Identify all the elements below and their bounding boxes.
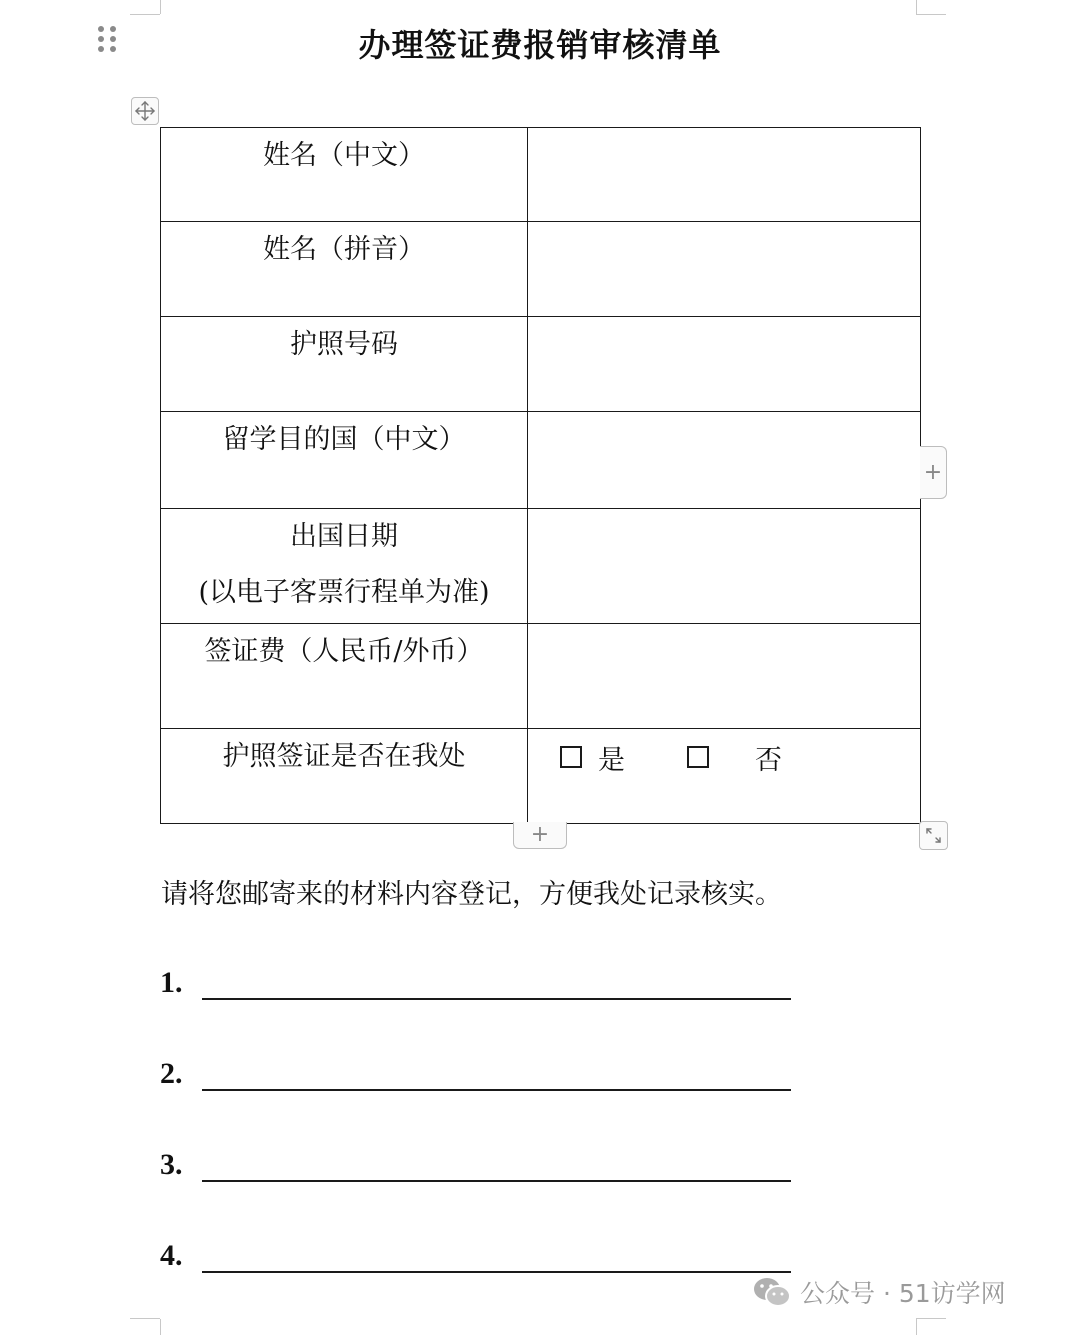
value-passport-with-us xyxy=(528,729,921,824)
label-departure-date xyxy=(161,509,528,624)
form-table xyxy=(160,127,921,824)
fill-in-line[interactable] xyxy=(202,1180,791,1182)
page-corner-bottom-left xyxy=(130,1318,160,1333)
add-row-button[interactable]: + xyxy=(513,822,567,849)
table-row xyxy=(161,222,921,317)
label-destination-country: 留学目的国（中文） xyxy=(161,412,528,509)
table-resize-icon[interactable] xyxy=(919,821,948,850)
table-row xyxy=(161,128,921,222)
page-corner-top-right xyxy=(916,0,946,15)
label-name-pinyin: 姓名（拼音） xyxy=(161,222,528,317)
label-departure-date-note: (以电子客票行程单为准) xyxy=(198,577,490,608)
value-destination-country[interactable] xyxy=(528,412,921,509)
table-row xyxy=(161,317,921,412)
instruction-text: 请将您邮寄来的材料内容登记，方便我处记录核实。 xyxy=(161,879,782,910)
yes-checkbox[interactable] xyxy=(560,746,582,768)
watermark-text: 公众号 · 51访学网 xyxy=(800,1279,1006,1308)
list-number: 2. xyxy=(160,1057,183,1090)
label-name-chinese: 姓名（中文） xyxy=(161,128,528,222)
page-corner-bottom-right xyxy=(916,1318,946,1333)
table-row xyxy=(161,729,921,824)
label-passport-number: 护照号码 xyxy=(161,317,528,412)
table-row xyxy=(161,412,921,509)
list-number: 3. xyxy=(160,1148,183,1181)
table-move-icon[interactable] xyxy=(131,97,159,125)
fill-in-line[interactable] xyxy=(202,998,791,1000)
list-item xyxy=(160,1148,800,1198)
label-departure-date-main: 出国日期 xyxy=(290,521,398,552)
value-departure-date[interactable] xyxy=(528,509,921,624)
table-row xyxy=(161,624,921,729)
yes-label: 是 xyxy=(598,744,625,776)
no-checkbox[interactable] xyxy=(687,746,709,768)
wechat-icon xyxy=(752,1275,792,1309)
list-number: 1. xyxy=(160,966,183,999)
label-visa-fee: 签证费（人民币/外币） xyxy=(161,624,528,729)
list-item xyxy=(160,1239,800,1289)
list-number: 4. xyxy=(160,1239,183,1272)
label-passport-with-us: 护照签证是否在我处 xyxy=(161,729,528,824)
value-name-chinese[interactable] xyxy=(528,128,921,222)
table-row xyxy=(161,509,921,624)
fill-in-line[interactable] xyxy=(202,1271,791,1273)
fill-in-line[interactable] xyxy=(202,1089,791,1091)
value-name-pinyin[interactable] xyxy=(528,222,921,317)
value-visa-fee[interactable] xyxy=(528,624,921,729)
watermark xyxy=(752,1274,1006,1310)
document-title: 办理签证费报销审核清单 xyxy=(358,26,722,64)
page-corner-top-left xyxy=(130,0,160,15)
list-item xyxy=(160,1057,800,1107)
list-item xyxy=(160,966,800,1016)
value-passport-number[interactable] xyxy=(528,317,921,412)
add-column-button[interactable]: + xyxy=(920,446,947,499)
no-label: 否 xyxy=(755,744,782,776)
